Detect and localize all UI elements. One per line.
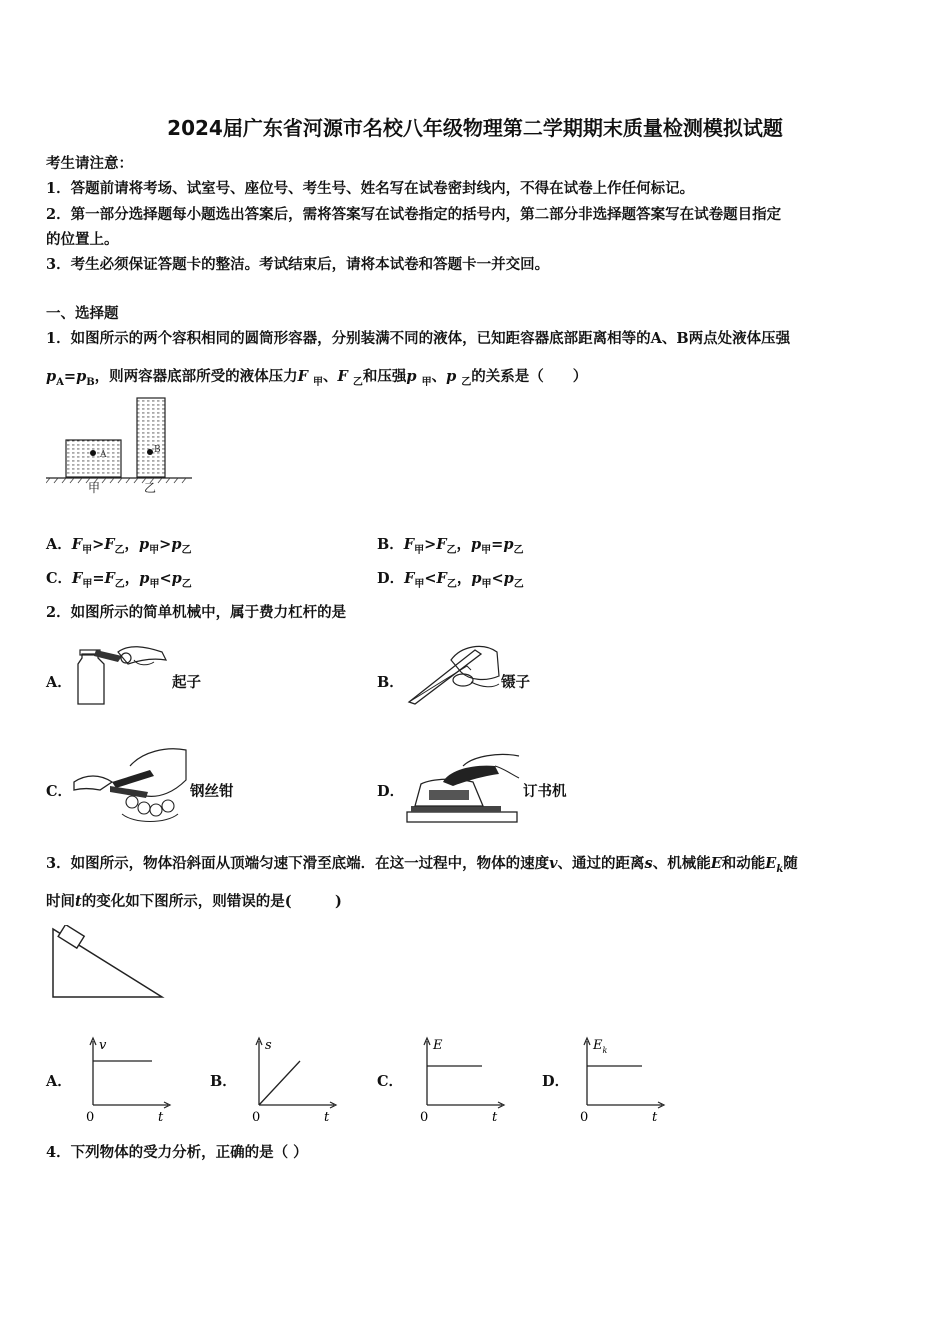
graph-a-origin: 0 — [86, 1110, 95, 1125]
graph-d-ylabel: $E_k$ — [593, 1038, 608, 1055]
q2-option-d-label[interactable]: D． — [377, 783, 405, 800]
graph-a-xlabel: t — [158, 1110, 164, 1125]
graph-a-v-t — [80, 1033, 176, 1127]
graph-d-xlabel: t — [652, 1110, 658, 1125]
q2-option-a-label[interactable]: A． — [46, 674, 72, 691]
q3-stem-line2: 时间t的变化如下图所示，则错误的是( ) — [46, 893, 342, 910]
q3-stem-line1: 3．如图所示，物体沿斜面从顶端匀速下滑至底端．在这一过程中，物体的速度v、通过的距离s、机械能E和动能$E_k$随 — [46, 855, 798, 875]
graph-d-origin: 0 — [580, 1110, 589, 1125]
q2-stem: 2．如图所示的简单机械中，属于费力杠杆的是 — [46, 604, 347, 621]
q3-option-d-label[interactable]: D． — [542, 1073, 570, 1090]
sliding-block — [58, 925, 84, 948]
notice-item-1: 1．答题前请将考场、试室号、座位号、考生号、姓名写在试卷密封线内，不得在试卷上作任何标记。 — [46, 180, 695, 197]
graph-b-ylabel: s — [265, 1038, 272, 1053]
incline-figure — [50, 925, 166, 1001]
point-a-dot — [90, 450, 96, 456]
q3-option-b-label[interactable]: B． — [210, 1073, 237, 1090]
point-b-label: B — [154, 445, 161, 455]
q4-stem: 4．下列物体的受力分析，正确的是（ ） — [46, 1144, 308, 1161]
graph-c-xlabel: t — [492, 1110, 498, 1125]
q1-stem-line2: $p_A=p_B$，则两容器底部所受的液体压力F $_甲$、F $_乙$和压强p $_甲$、p $_乙$的关系是（ ） — [46, 368, 588, 388]
bottle-opener-image — [74, 636, 172, 706]
q3-option-c-label[interactable]: C． — [377, 1073, 404, 1090]
q1-option-d[interactable]: D．$F_甲<F_乙$，$p_甲<p_乙$ — [377, 570, 524, 590]
container-yi — [137, 398, 165, 477]
pliers-image — [70, 740, 190, 826]
graph-a-ylabel: v — [99, 1038, 107, 1053]
graph-c-origin: 0 — [420, 1110, 429, 1125]
q1-option-b[interactable]: B．$F_甲>F_乙$，$p_甲=p_乙$ — [377, 536, 524, 556]
graph-d-ek-t — [574, 1033, 670, 1127]
notice-heading: 考生请注意： — [46, 155, 133, 172]
notice-item-3: 3．考生必须保证答题卡的整洁。考试结束后，请将本试卷和答题卡一并交回。 — [46, 256, 550, 273]
notice-item-2: 2．第一部分选择题每小题选出答案后，需将答案写在试卷指定的括号内，第二部分非选择题答案写在试卷题目指定 — [46, 206, 782, 223]
graph-c-e-t — [414, 1033, 510, 1127]
q2-option-b-name[interactable]: 镊子 — [501, 674, 530, 691]
q2-option-d-name[interactable]: 订书机 — [523, 783, 567, 800]
graph-b-s-t — [246, 1033, 342, 1127]
container-jia — [66, 440, 121, 477]
tweezers-image — [405, 636, 501, 706]
section-heading: 一、选择题 — [46, 305, 119, 322]
q1-containers-figure — [46, 395, 196, 497]
q1-option-c[interactable]: C．$F_甲=F_乙$，$p_甲<p_乙$ — [46, 570, 192, 590]
page-title: 2024届广东省河源市名校八年级物理第二学期期末质量检测模拟试题 — [167, 116, 783, 140]
q1-option-a[interactable]: A．$F_甲>F_乙$，$p_甲>p_乙$ — [46, 536, 192, 556]
graph-b-xlabel: t — [324, 1110, 330, 1125]
stapler-image — [403, 752, 523, 826]
graph-b-origin: 0 — [252, 1110, 261, 1125]
point-a-label: A — [100, 450, 107, 460]
container-jia-label: 甲 — [88, 481, 101, 495]
q2-option-c-label[interactable]: C． — [46, 783, 73, 800]
graph-c-ylabel: E — [433, 1038, 443, 1053]
q3-option-a-label[interactable]: A． — [46, 1073, 72, 1090]
point-b-dot — [147, 449, 153, 455]
q2-option-b-label[interactable]: B． — [377, 674, 404, 691]
notice-item-2-cont: 的位置上。 — [46, 231, 119, 248]
q1-stem-line1: 1．如图所示的两个容积相同的圆筒形容器，分别装满不同的液体，已知距容器底部距离相等的A、B两点处液体压强 — [46, 330, 791, 347]
q2-option-c-name[interactable]: 钢丝钳 — [190, 783, 234, 800]
q2-option-a-name[interactable]: 起子 — [172, 674, 201, 691]
container-yi-label: 乙 — [144, 481, 157, 495]
